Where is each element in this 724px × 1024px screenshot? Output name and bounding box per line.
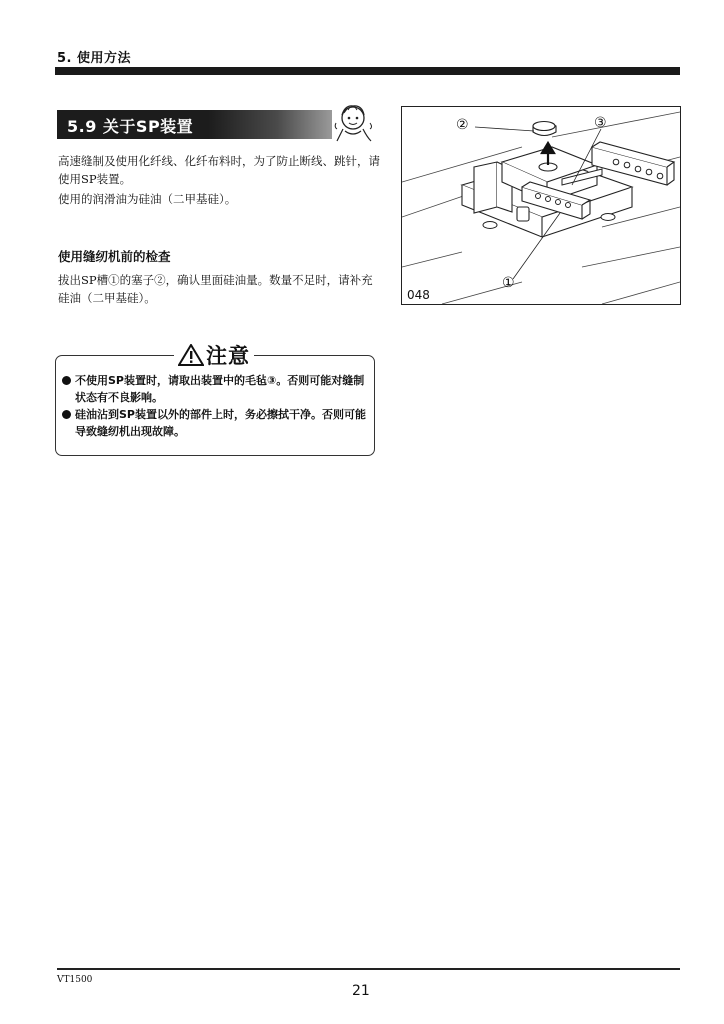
label-plug: ② — [456, 117, 469, 133]
chapter-header: 5. 使用方法 — [57, 51, 132, 66]
caution-item — [62, 406, 368, 440]
section-banner — [57, 110, 332, 139]
caution-title: 注意 — [206, 344, 250, 368]
sp-device-illustration — [401, 106, 681, 305]
caution-box — [55, 344, 375, 456]
intro-line-1: 高速缝制及使用化纤线、化纤布料时，为了防止断线、跳针，请使用SP装置。 — [58, 154, 380, 186]
figure-code: 048 — [407, 288, 430, 302]
sp-device-drawing — [402, 107, 680, 304]
label-sp-groove: ① — [502, 275, 515, 291]
cartoon-character-icon — [333, 101, 375, 143]
footer-rule — [57, 968, 680, 970]
caution-title-group — [174, 340, 254, 370]
check-heading: 使用缝纫机前的检查 — [58, 249, 171, 264]
page-number: 21 — [352, 983, 370, 999]
caution-item — [62, 372, 368, 406]
model-label: VT1500 — [57, 975, 93, 985]
section-title: 5.9 关于SP装置 — [67, 117, 194, 136]
warning-triangle-icon — [178, 344, 204, 366]
check-text: 拔出SP槽①的塞子②，确认里面硅油量。数量不足时，请补充硅油（二甲基硅）。 — [58, 273, 373, 305]
intro-line-2: 使用的润滑油为硅油（二甲基硅）。 — [58, 192, 237, 206]
header-rule — [55, 67, 680, 75]
caution-list — [62, 372, 368, 440]
caution-item-text: 硅油沾到SP装置以外的部件上时，务必擦拭干净。否则可能导致缝纫机出现故障。 — [75, 408, 366, 438]
bullet-icon — [62, 376, 71, 385]
bullet-icon — [62, 410, 71, 419]
label-felt: ③ — [594, 115, 607, 131]
caution-item-text: 不使用SP装置时，请取出装置中的毛毡③。否则可能对缝制状态有不良影响。 — [75, 374, 365, 404]
